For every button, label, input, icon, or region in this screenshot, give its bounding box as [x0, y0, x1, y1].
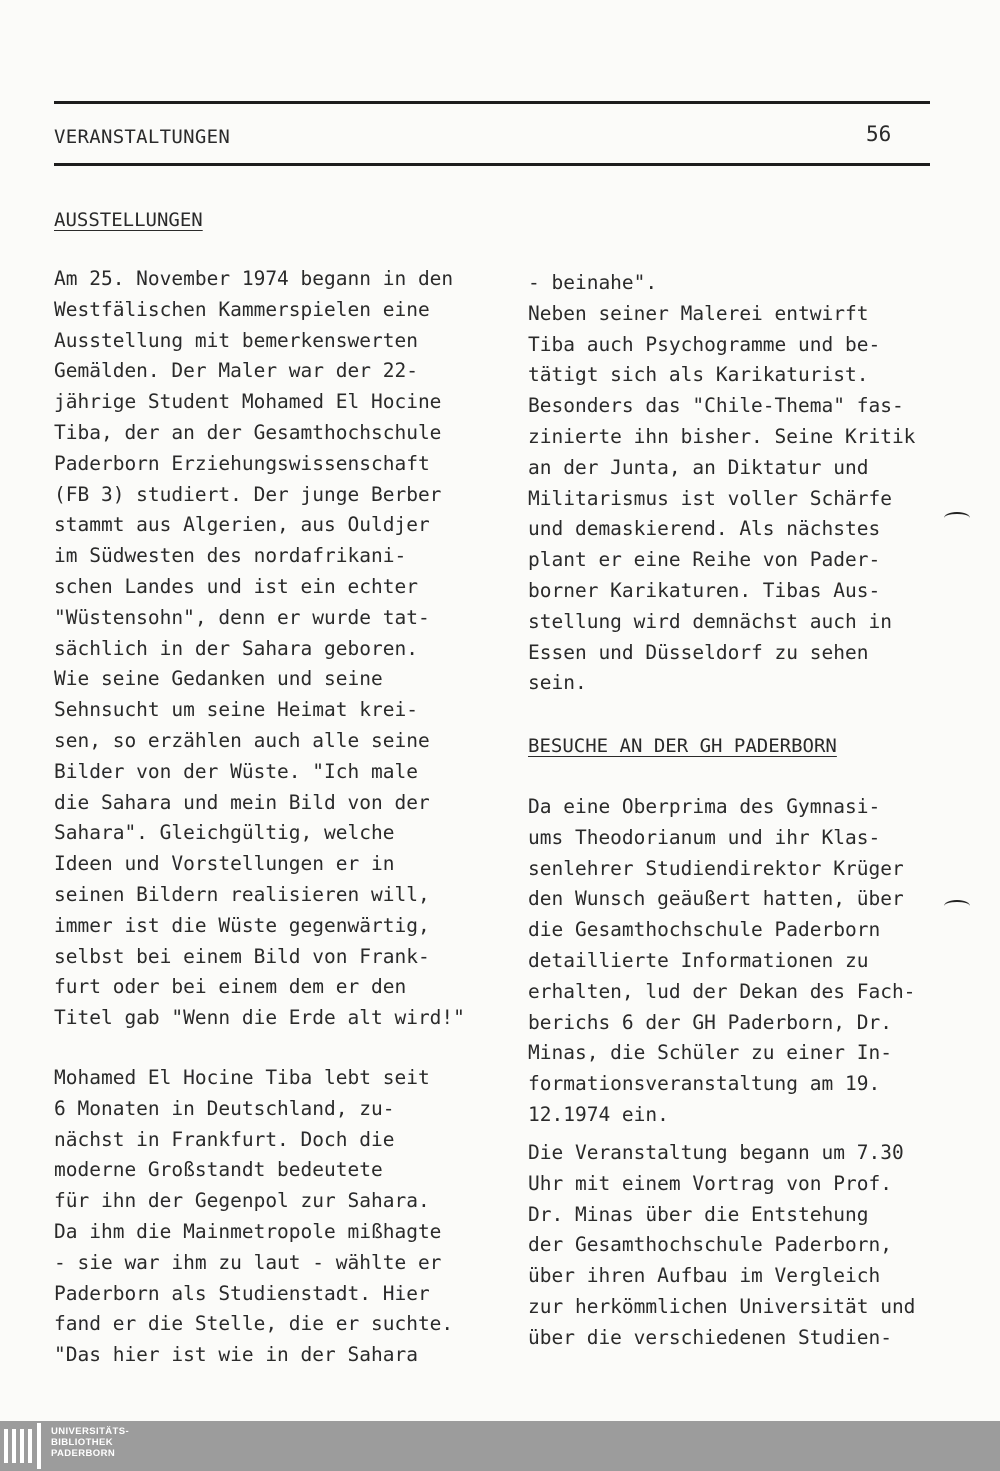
library-name-line-2: BIBLIOTHEK: [51, 1437, 114, 1448]
section-heading-ausstellungen: AUSSTELLUNGEN: [54, 209, 203, 231]
right-paragraph-2: Da eine Oberprima des Gymnasi- ums Theodorianum und ihr Klas- senlehrer Studiendirektor Krüger den Wunsch geäußert hatten, über die Gesamthochschule Paderborn detaillierte Informationen zu erhalten, lud der Dekan des Fach- berichs 6 der GH Paderborn, Dr. Minas, die Schüler zu einer In- formationsveranstaltung am 19. 12.1974 ein.: [528, 795, 916, 1126]
left-paragraph-1: Am 25. November 1974 begann in den Westfälischen Kammerspielen eine Ausstellung mit bemerkenswerten Gemälden. Der Maler war der 22- jährige Student Mohamed El Hocine Tiba, der an der Gesamthochschule Paderborn Erziehungswissenschaft (FB 3) studiert. Der junge Berber stammt aus Algerien, aus Ouldjer im Südwesten des nordafrikani- schen Landes und ist ein echter "Wüstensohn", denn er wurde tat- sächlich in der Sahara geboren. Wie seine Gedanken und seine Sehnsucht um seine Heimat krei- sen, so erzählen auch alle seine Bilder von der Wüste. "Ich male die Sahara und mein Bild von der Sahara". Gleichgültig, welche Ideen und Vorstellungen er in seinen Bildern realisieren will, immer ist die Wüste gegenwärtig, selbst bei einem Bild von Frank- furt oder bei einem dem er den Titel gab "Wenn die Erde alt wird!": [54, 267, 465, 1030]
right-paragraph-1: - beinahe". Neben seiner Malerei entwirft Tiba auch Psychogramme und be- tätigt sich als Karikaturist. Besonders das "Chile-Thema" fas- zinierte ihn bisher. Seine Kritik an der Junta, an Diktatur und Militarismus ist voller Schärfe und demaskierend. Als nächstes plant er eine Reihe von Pader- borner Karikaturen. Tibas Aus- stellung wird demnächst auch in Essen und Düsseldorf zu sehen sein.: [528, 271, 916, 695]
library-name-line-1: UNIVERSITÄTS-: [51, 1426, 130, 1437]
section-heading-besuche: BESUCHE AN DER GH PADERBORN: [528, 735, 837, 757]
left-paragraph-2: Mohamed El Hocine Tiba lebt seit 6 Monaten in Deutschland, zu- nächst in Frankfurt. Doch die moderne Großstandt bedeutete für ihn der Gegenpol zur Sahara. Da ihm die Mainmetropole mißhagte - sie war ihm zu laut - wählte er Paderborn als Studienstadt. Hier fand er die Stelle, die er suchte. "Das hier ist wie in der Sahara: [54, 1066, 454, 1367]
library-logo-icon: [0, 1421, 48, 1471]
margin-mark: [944, 900, 970, 912]
page-header-title: VERANSTALTUNGEN: [54, 126, 231, 148]
margin-mark: [944, 512, 970, 524]
header-rule-top: [54, 101, 930, 104]
header-rule-bottom: [54, 163, 930, 166]
footer-bar: [0, 1421, 1000, 1471]
page-number: 56: [866, 122, 892, 146]
library-name: [51, 1426, 129, 1459]
library-name-line-3: PADERBORN: [51, 1448, 116, 1459]
right-paragraph-3: Die Veranstaltung begann um 7.30 Uhr mit einem Vortrag von Prof. Dr. Minas über die Entstehung der Gesamthochschule Paderborn, über ihren Aufbau im Vergleich zur herkömmlichen Universität und über die verschiedenen Studien-: [528, 1141, 916, 1349]
